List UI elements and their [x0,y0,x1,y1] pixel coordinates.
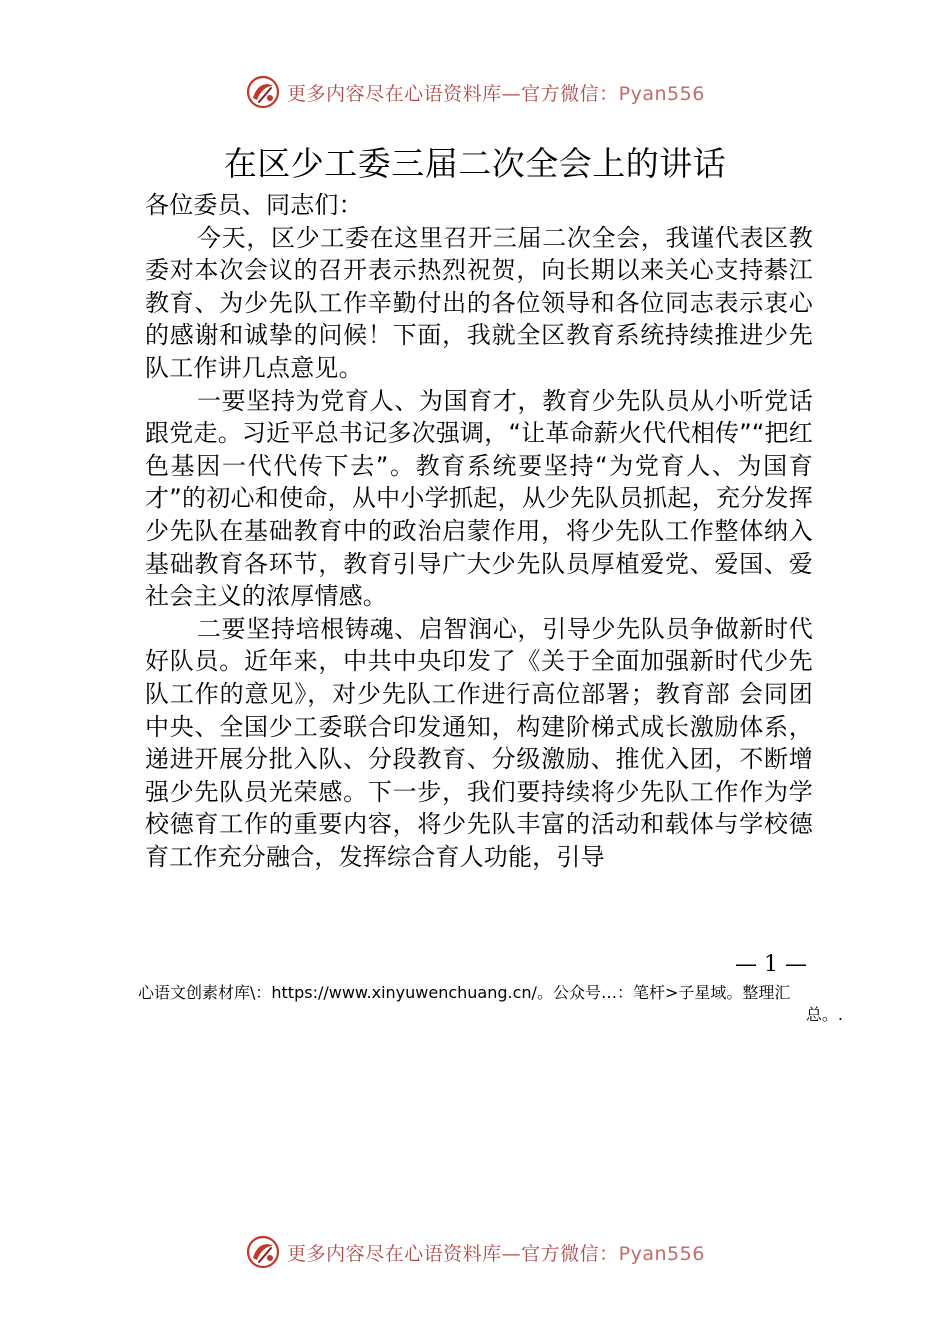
document-body [145,189,813,873]
source-footer [138,982,843,1026]
wechat-id: Pyan556 [618,1242,705,1265]
source-line: 心语文创素材库\：https://www.xinyuwenchuang.cn/。公众号…：笔杆>子星域。整理汇 [138,983,791,1002]
footer-watermark-banner [0,1232,950,1272]
paragraph: 今天，区少工委在这里召开三届二次全会，我谨代表区教委对本次会议的召开表示热烈祝贺，向长期以来关心支持綦江教育、为少先队工作辛勤付出的各位领导和各位同志表示衷心的感谢和诚挚的问候！下面，我就全区教育系统持续推进少先队工作讲几点意见。 [145,223,813,382]
page-number: — 1 — [735,952,807,977]
brand-logo-icon [245,1234,281,1270]
header-watermark-banner [0,72,950,112]
wechat-id: Pyan556 [618,82,705,105]
source-tail: 总。. [805,1005,843,1024]
brand-logo-icon [245,74,281,110]
paragraph: 一要坚持为党育人、为国育才，教育少先队员从小听党话跟党走。习近平总书记多次强调，“让革命薪火代代相传”“把红色基因一代代传下去”。教育系统要坚持“为党育人、为国育才”的初心和使命，从中小学抓起，从少先队员抓起，充分发挥少先队在基础教育中的政治启蒙作用，将少先队工作整体纳入基础教育各环节，教育引导广大少先队员厚植爱党、爱国、爱社会主义的浓厚情感。 [145,386,813,611]
banner-text: 更多内容尽在心语资料库—官方微信：Pyan556 [287,82,705,105]
document-title: 在区少工委三届二次全会上的讲话 [223,144,727,183]
greeting: 各位委员、同志们： [145,191,363,219]
paragraph: 二要坚持培根铸魂、启智润心，引导少先队员争做新时代好队员。近年来，中共中央印发了《关于全面加强新时代少先队工作的意见》，对少先队工作进行高位部署；教育部 会同团中央、全国少工委联合印发通知，构建阶梯式成长激励体系，递进开展分批入队、分段教育、分级激励、推优入团，不断增强少先队员光荣感。下一步，我们要持续将少先队工作作为学校德育工作的重要内容，将少先队丰富的活动和载体与学校德育工作充分融合，发挥综合育人功能，引导 [145,614,813,871]
banner-text: 更多内容尽在心语资料库—官方微信：Pyan556 [287,1242,705,1265]
